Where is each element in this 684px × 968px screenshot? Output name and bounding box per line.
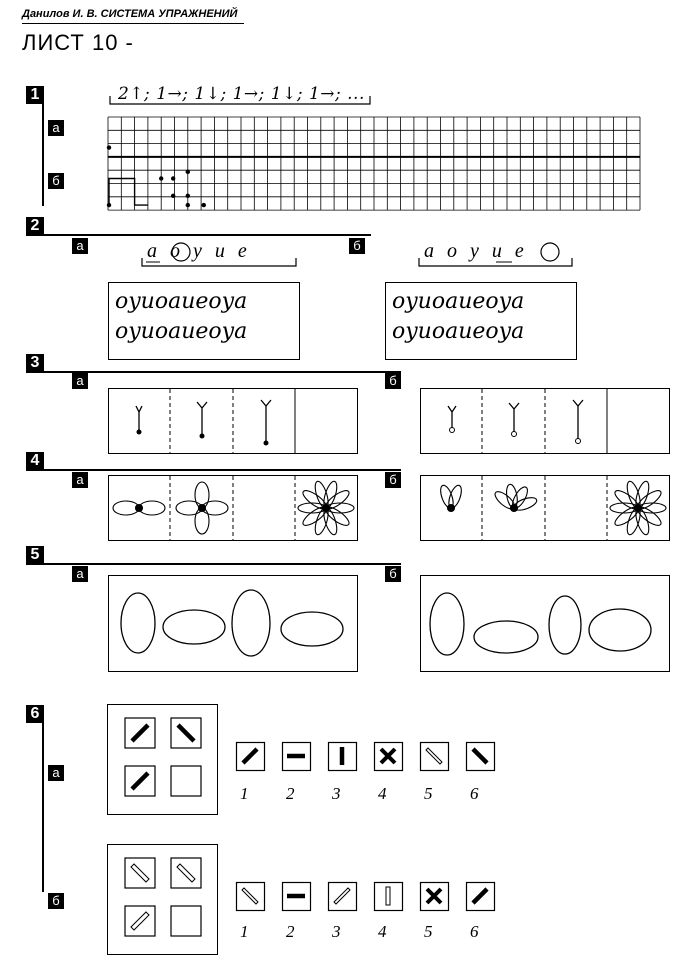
option-6	[467, 883, 495, 911]
option-1	[237, 743, 265, 771]
exercise-5b-box	[420, 575, 670, 673]
option-number: 4	[378, 784, 387, 803]
exercise-4b-strip	[420, 475, 670, 542]
exercise-2a-letters: a o y u e	[147, 240, 251, 262]
exercise-2-number: 2	[26, 217, 44, 235]
option-5	[421, 743, 449, 771]
exercise-5a-box	[108, 575, 358, 673]
exercise-2a-box	[108, 282, 300, 360]
exercise-5-number: 5	[26, 546, 44, 564]
sheet-title: ЛИСТ 10 -	[22, 30, 134, 55]
option-number: 6	[470, 784, 479, 803]
exercise-2b-label: б	[349, 238, 365, 254]
option-number: 2	[286, 784, 295, 803]
exercise-4b-label: б	[385, 472, 401, 488]
exercise-2b-letters: a o y u e	[424, 240, 528, 262]
exercise-3a-label: а	[72, 373, 88, 389]
option-1	[237, 883, 265, 911]
option-number: 3	[332, 784, 341, 803]
exercise-6-bracket	[42, 722, 44, 892]
exercise-2b-line2: oyuoaueoya	[392, 319, 525, 344]
flower-center	[635, 505, 642, 512]
exercise-6b-options	[236, 882, 506, 914]
option-2	[283, 743, 311, 771]
option-number: 3	[332, 922, 341, 941]
flower-center	[448, 505, 455, 512]
option-4	[375, 883, 403, 911]
exercise-4a-label: а	[72, 472, 88, 488]
option-number: 5	[424, 922, 433, 941]
exercise-6b-label: б	[48, 893, 64, 909]
option-number: 1	[240, 784, 249, 803]
exercise-1-number: 1	[26, 86, 44, 104]
exercise-4-rule	[26, 469, 401, 471]
exercise-6a-options	[236, 742, 506, 774]
exercise-1-sequence: 2↑; 1→; 1↓; 1→; 1↓; 1→; ...	[118, 84, 365, 104]
option-3	[329, 883, 357, 911]
flower-center	[199, 505, 206, 512]
author-title: Данилов И. В. СИСТЕМА УПРАЖНЕНИЙ	[22, 8, 238, 20]
option-2	[283, 883, 311, 911]
exercise-6-number: 6	[26, 705, 44, 723]
exercise-1a-label: а	[48, 120, 64, 136]
option-4	[375, 743, 403, 771]
option-6	[467, 743, 495, 771]
exercise-3a-strip	[108, 388, 358, 455]
option-number: 2	[286, 922, 295, 941]
exercise-4-number: 4	[26, 452, 44, 470]
exercise-5-rule	[26, 563, 401, 565]
exercise-3b-strip	[420, 388, 670, 455]
flower-center	[323, 505, 330, 512]
exercise-5a-label: а	[72, 566, 88, 582]
flower-center	[511, 505, 518, 512]
exercise-2a-line1: oyuoaueoya	[115, 289, 248, 314]
exercise-5b-label: б	[385, 566, 401, 582]
exercise-3b-label: б	[385, 373, 401, 389]
option-5	[421, 883, 449, 911]
exercise-2a-label: а	[72, 238, 88, 254]
exercise-3-number: 3	[26, 354, 44, 372]
exercise-6a-matrix	[107, 704, 219, 816]
exercise-1b-label: б	[48, 173, 64, 189]
exercise-6b-matrix	[107, 844, 219, 956]
option-number: 4	[378, 922, 387, 941]
option-3	[329, 743, 357, 771]
exercise-2b-line1: oyuoaueoya	[392, 289, 525, 314]
flower-center	[136, 505, 143, 512]
exercise-2a-line2: oyuoaueoya	[115, 319, 248, 344]
option-number: 5	[424, 784, 433, 803]
exercise-2b-box	[385, 282, 577, 360]
option-number: 1	[240, 922, 249, 941]
option-number: 6	[470, 922, 479, 941]
exercise-4a-strip	[108, 475, 358, 542]
exercise-6a-label: а	[48, 765, 64, 781]
